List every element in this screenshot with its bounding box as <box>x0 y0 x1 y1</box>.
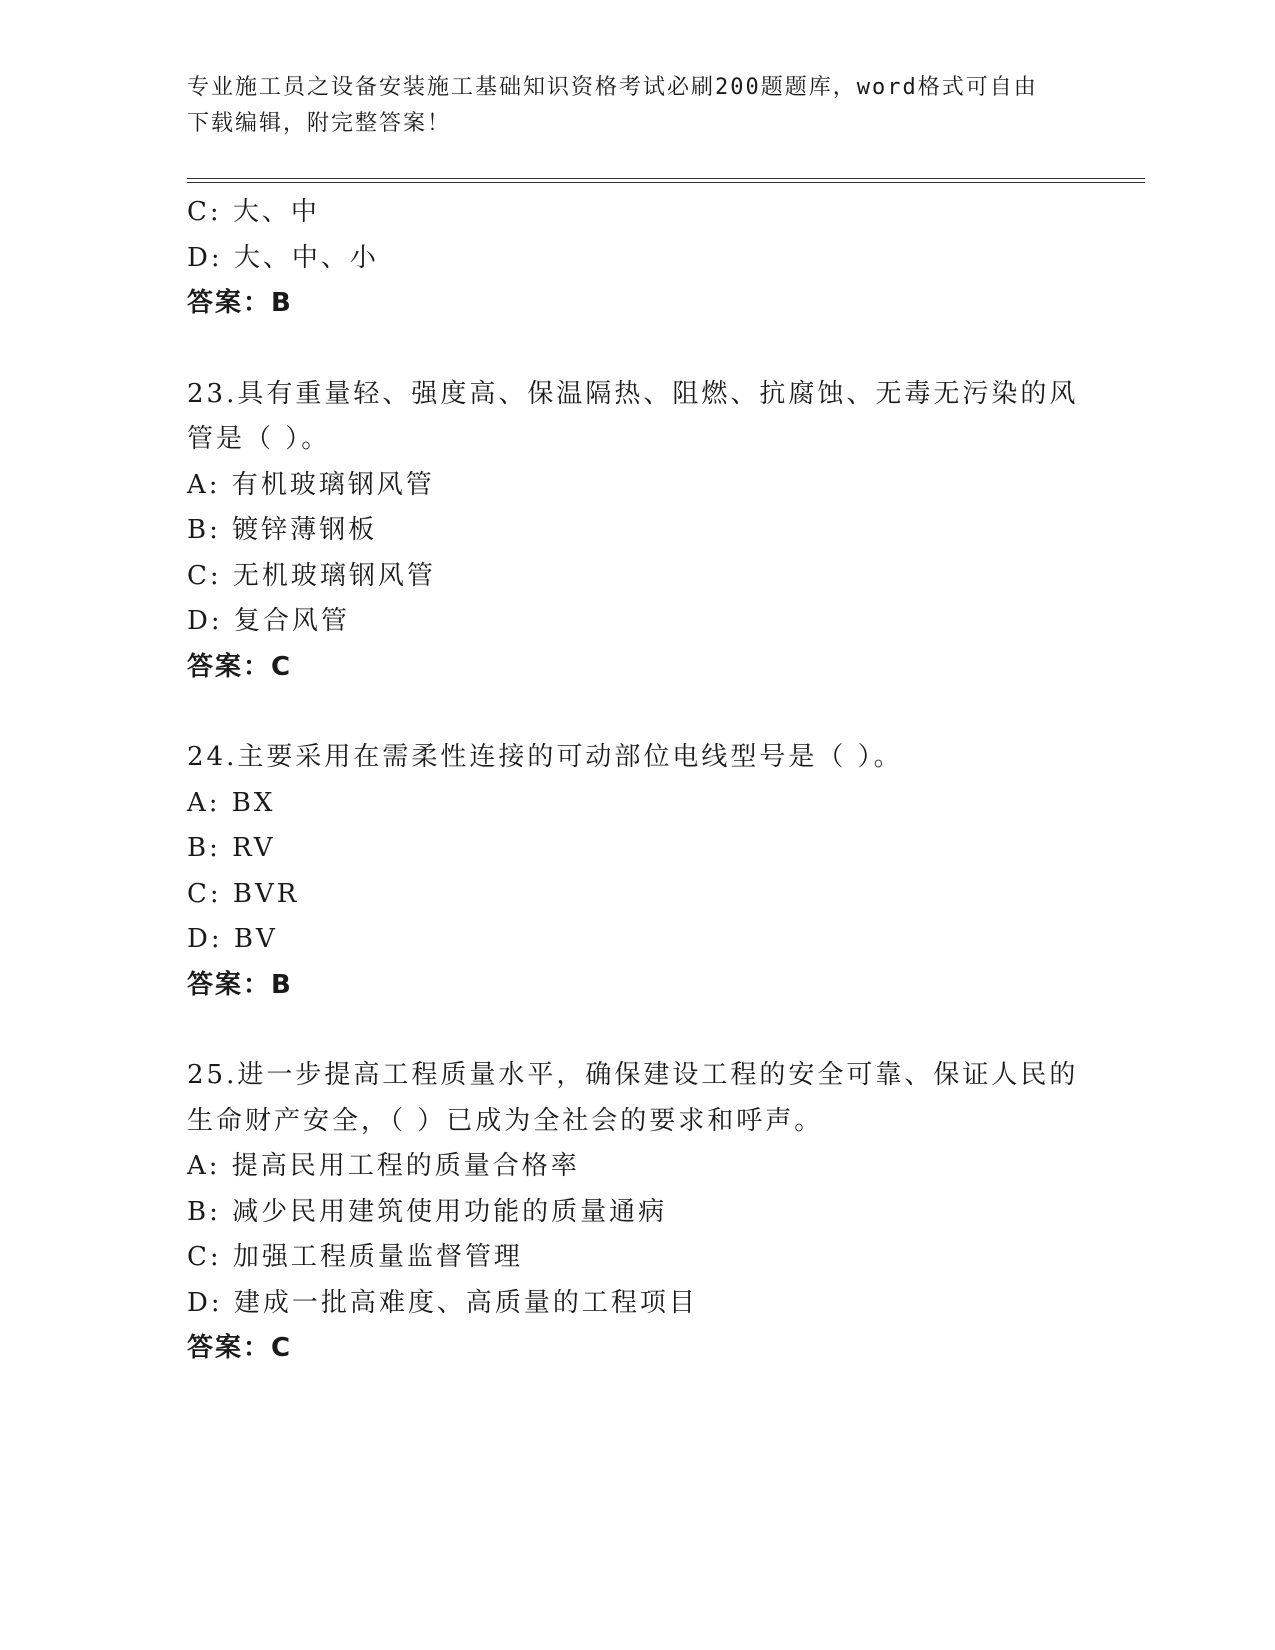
option-c: C: 大、中 <box>187 197 320 227</box>
option-d: D: 建成一批高难度、高质量的工程项目 <box>187 1287 698 1318</box>
question-25 <box>187 1053 1087 1372</box>
header-line-1: 专业施工员之设备安装施工基础知识资格考试必刷200题题库，word格式可自由 <box>187 75 1038 100</box>
answer-label: 答案：B <box>187 969 293 1000</box>
option-a: A: 有机玻璃钢风管 <box>187 469 435 500</box>
header-divider-top <box>187 178 1145 179</box>
question-24 <box>187 735 1087 1008</box>
question-fragment <box>187 190 1087 327</box>
question-23 <box>187 372 1087 691</box>
option-d: D: BV <box>187 924 278 954</box>
answer-label: 答案：B <box>187 288 293 318</box>
option-c: C: 加强工程质量监督管理 <box>187 1242 523 1272</box>
option-b: B: RV <box>187 833 276 863</box>
option-a: A: 提高民用工程的质量合格率 <box>187 1151 580 1181</box>
option-b: B: 镀锌薄钢板 <box>187 515 378 545</box>
option-d: D: 大、中、小 <box>187 242 379 273</box>
question-stem-line: 生命财产安全，（ ）已成为全社会的要求和呼声。 <box>187 1105 824 1136</box>
answer-label: 答案：C <box>187 1333 293 1363</box>
option-c: C: 无机玻璃钢风管 <box>187 560 436 591</box>
question-stem-line: 25.进一步提高工程质量水平，确保建设工程的安全可靠、保证人民的 <box>187 1060 1079 1090</box>
option-a: A: BX <box>187 787 276 818</box>
option-c: C: BVR <box>187 878 300 909</box>
question-stem-line: 23.具有重量轻、强度高、保温隔热、阻燃、抗腐蚀、无毒无污染的风 <box>187 378 1079 409</box>
question-stem-line: 管是（ ）。 <box>187 424 331 454</box>
option-b: B: 减少民用建筑使用功能的质量通病 <box>187 1196 668 1227</box>
option-d: D: 复合风管 <box>187 606 350 636</box>
spacer <box>187 1008 1087 1053</box>
document-header <box>187 70 1067 142</box>
header-line-2: 下载编辑，附完整答案！ <box>187 111 452 136</box>
spacer <box>187 690 1087 735</box>
header-divider-bottom <box>187 182 1145 183</box>
answer-label: 答案：C <box>187 651 293 682</box>
question-stem-line: 24.主要采用在需柔性连接的可动部位电线型号是（ ）。 <box>187 742 903 772</box>
spacer <box>187 327 1087 372</box>
question-list <box>187 190 1087 1372</box>
